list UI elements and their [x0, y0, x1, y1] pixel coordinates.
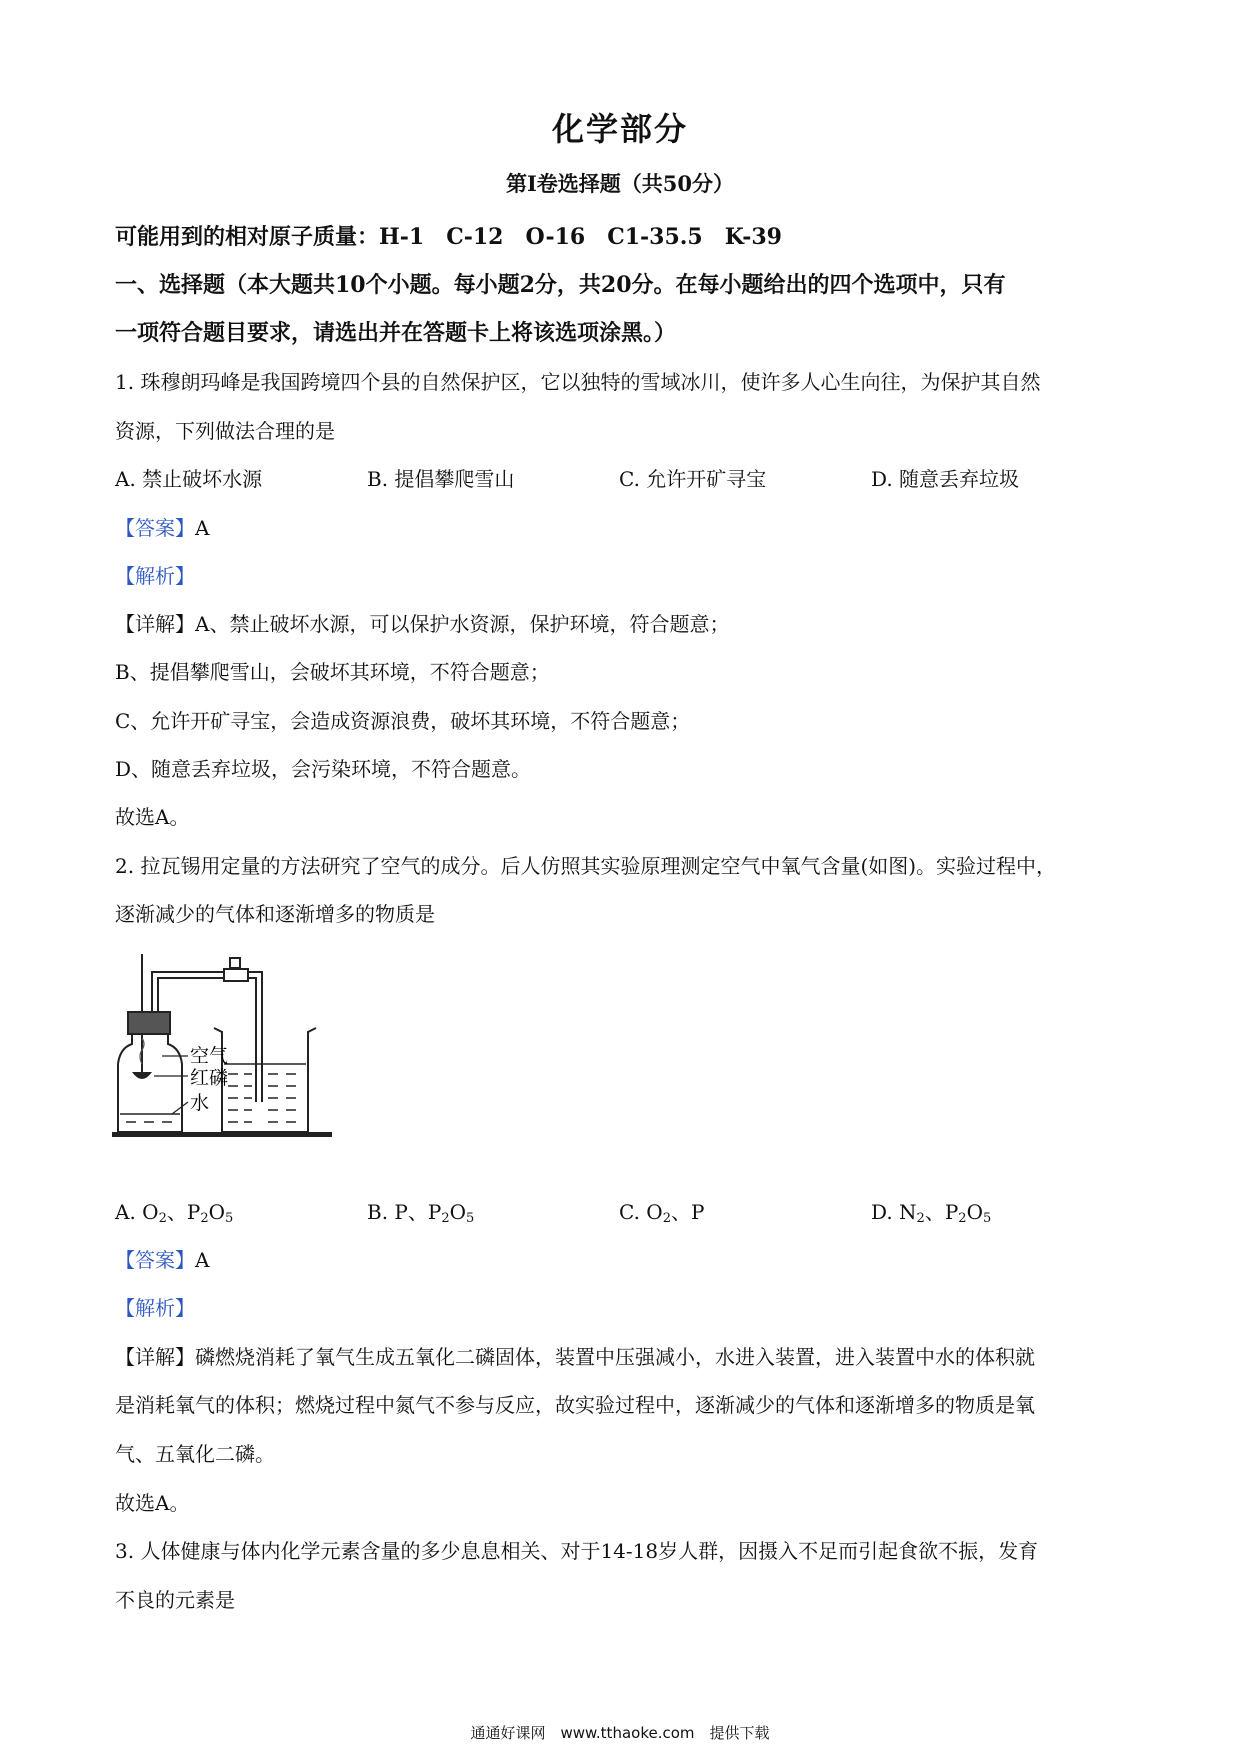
oxygen-experiment-figure: [112, 952, 344, 1150]
q1-detail-line3: C、允许开矿寻宝，会造成资源浪费，破坏其环境，不符合题意；: [115, 709, 691, 733]
clamp: [224, 969, 248, 981]
q2-option-d: D. $N_2$、$P_2O_5$: [871, 1200, 992, 1226]
q1-stem-line1: 1. 珠穆朗玛峰是我国跨境四个县的自然保护区，它以独特的雪域冰川，使许多人心生向往，为保护其自然: [115, 370, 1041, 394]
q1-detail-line4: D、随意丢弃垃圾，会污染环境，不符合题意。: [115, 757, 532, 781]
q2-detail-line2: 是消耗氧气的体积；燃烧过程中氮气不参与反应，故实验过程中，逐渐减少的气体和逐渐增多的物质是氧: [115, 1393, 1035, 1417]
q1-option-b: B. 提倡攀爬雪山: [367, 467, 515, 491]
gas-bottle: [118, 1034, 182, 1132]
q1-conclusion: 故选A。: [115, 805, 190, 829]
q1-detail-line1: 【详解】A、禁止破坏水源，可以保护水资源，保护环境，符合题意；: [115, 612, 730, 636]
label-red-phosphorus: 红磷: [190, 1067, 229, 1089]
page-title: 化学部分: [551, 110, 688, 148]
q1-answer-value: A: [195, 516, 210, 540]
combustion-spoon: [132, 1072, 152, 1079]
q1-option-d: D. 随意丢弃垃圾: [871, 467, 1020, 491]
q2-option-b: B. P、$P_2O_5$: [367, 1200, 475, 1226]
q2-stem-line1: 2. 拉瓦锡用定量的方法研究了空气的成分。后人仿照其实验原理测定空气中氧气含量(如图)。实验过程中，: [115, 854, 1057, 878]
q2-conclusion: 故选A。: [115, 1491, 190, 1515]
q2-answer-value: A: [195, 1248, 210, 1272]
section-heading-line2: 一项符合题目要求，请选出并在答题卡上将该选项涂黑。）: [115, 320, 677, 346]
label-air: 空气: [190, 1045, 229, 1067]
q2-detail-line1: 【详解】磷燃烧消耗了氧气生成五氧化二磷固体，装置中压强减小，水进入装置，进入装置中水的体积就: [115, 1345, 1035, 1369]
q1-answer: [115, 512, 1130, 541]
q2-option-c: C. $O_2$、P: [619, 1200, 705, 1226]
q1-option-c: C. 允许开矿寻宝: [619, 467, 767, 491]
q2-analysis-tag: 【解析】: [115, 1296, 195, 1320]
q2-stem-line2: 逐渐减少的气体和逐渐增多的物质是: [115, 902, 435, 926]
q1-analysis-tag: 【解析】: [115, 564, 195, 588]
q2-option-a: A. $O_2$、$P_2O_5$: [115, 1200, 234, 1226]
page-subtitle: 第I卷选择题（共50分）: [505, 171, 735, 196]
stopper: [128, 1012, 170, 1034]
clamp-screw: [230, 958, 240, 968]
q1-option-a: A. 禁止破坏水源: [115, 467, 263, 491]
q2-detail-line3: 气、五氧化二磷。: [115, 1442, 275, 1466]
beaker: [214, 1028, 316, 1132]
page-footer: 通通好课网 www.tthaoke.com 提供下载: [470, 1724, 770, 1742]
q1-stem-line2: 资源，下列做法合理的是: [115, 419, 335, 443]
label-water: 水: [190, 1092, 210, 1114]
q3-stem-line1: 3. 人体健康与体内化学元素含量的多少息息相关、对于14-18岁人群，因摄入不足而引起食欲不振，发育: [115, 1539, 1039, 1563]
q3-stem-line2: 不良的元素是: [115, 1588, 235, 1612]
section-heading-line1: 一、选择题（本大题共10个小题。每小题2分，共20分。在每小题给出的四个选项中，只有: [115, 272, 1006, 298]
atomic-masses: 可能用到的相对原子质量：H-1 C-12 O-16 C1-35.5 K-39: [115, 224, 782, 250]
q2-answer: 【答案】A: [115, 1248, 210, 1272]
q1-detail-line2: B、提倡攀爬雪山，会破坏其环境，不符合题意；: [115, 660, 550, 684]
answer-tag: 【答案】: [115, 516, 195, 540]
